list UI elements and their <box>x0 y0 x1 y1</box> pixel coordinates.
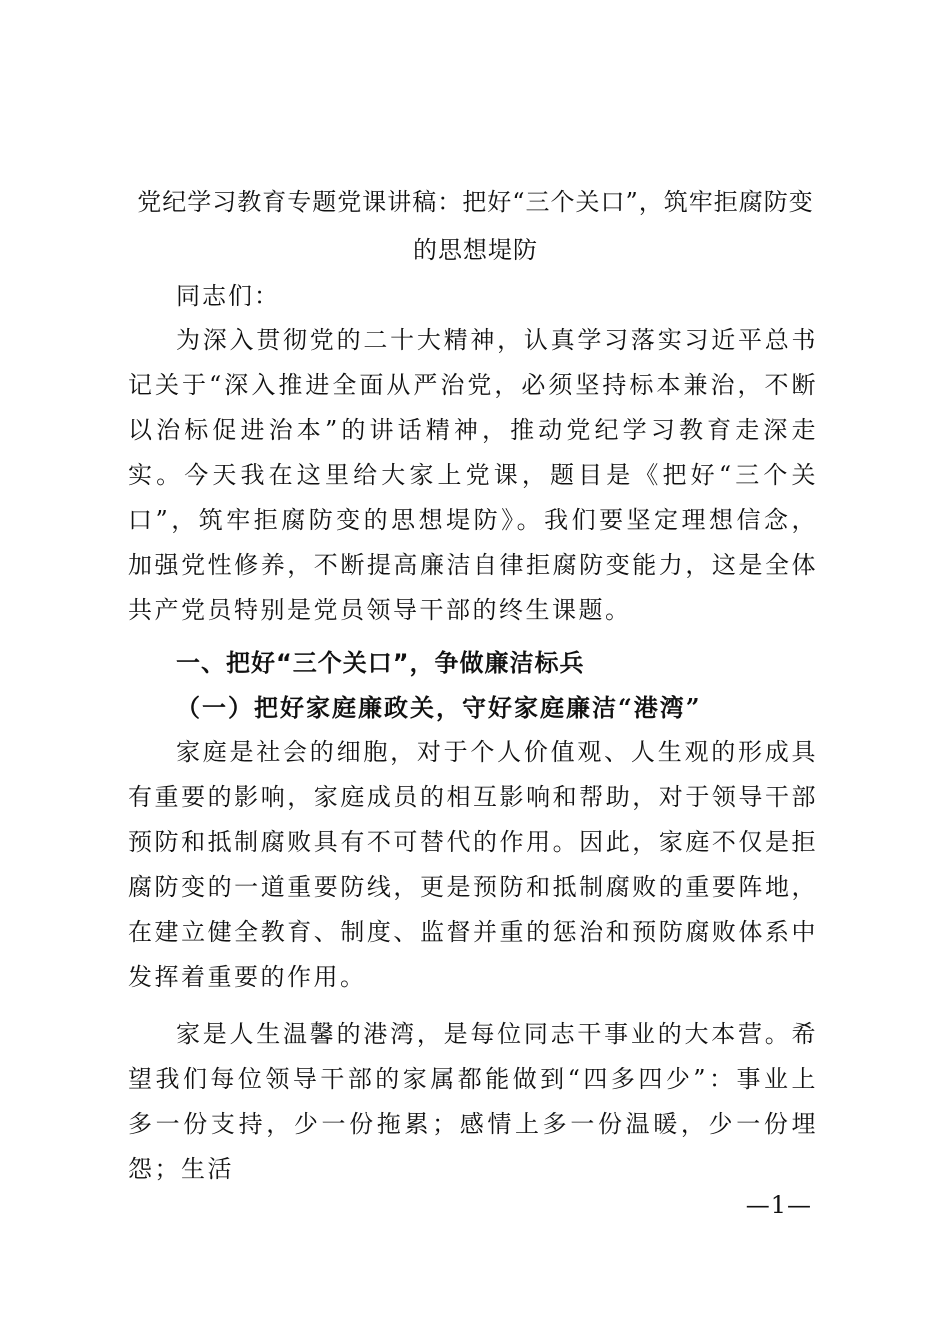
subsection-heading: （一）把好家庭廉政关，守好家庭廉洁“港湾” <box>176 693 702 722</box>
paragraph-family: 家庭是社会的细胞，对于个人价值观、人生观的形成具有重要的影响，家庭成员的相互影响和帮助，对于领导干部预防和抵制腐败具有不可替代的作用。因此，家庭不仅是拒腐防变的一道重要防线，更是预防和抵制腐败的重要阵地，在建立健全教育、制度、监督并重的惩治和预防腐败体系中发挥着重要的作用。 <box>128 738 818 991</box>
paragraph-intro: 为深入贯彻党的二十大精神，认真学习落实习近平总书记关于“深入推进全面从严治党，必须坚持标本兼治，不断以治标促进治本”的讲话精神，推动党纪学习教育走深走实。今天我在这里给大家上党课，题目是《把好“三个关口”，筑牢拒腐防变的思想堤防》。我们要坚定理想信念，加强党性修养，不断提高廉洁自律拒腐防变能力，这是全体共产党员特别是党员领导干部的终生课题。 <box>128 326 818 624</box>
greeting: 同志们： <box>176 282 280 310</box>
paragraph-home: 家是人生温馨的港湾，是每位同志干事业的大本营。希望我们每位领导干部的家属都能做到“四多四少”：事业上多一份支持，少一份拖累；感情上多一份温暖，少一份埋怨；生活 <box>128 1020 818 1183</box>
page-number: —1— <box>745 1191 812 1219</box>
section-heading: 一、把好“三个关口”，争做廉洁标兵 <box>176 649 585 677</box>
document-title: 党纪学习教育专题党课讲稿：把好“三个关口”，筑牢拒腐防变的思想堤防 <box>137 188 814 264</box>
